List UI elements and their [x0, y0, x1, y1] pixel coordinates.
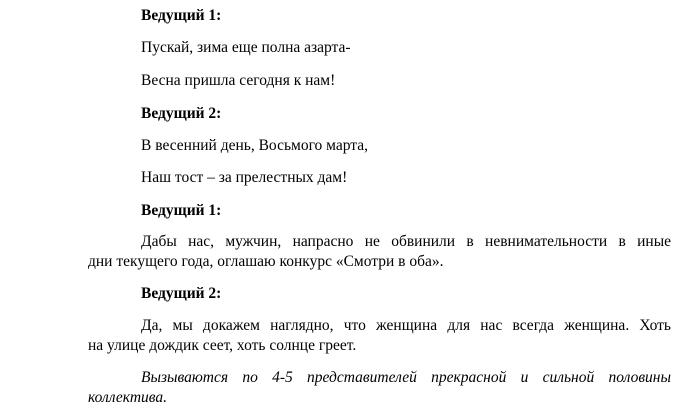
paragraph-line: дни текущего года, оглашаю конкурс «Смотри в оба».	[88, 253, 444, 270]
verse-line: Наш тост – за прелестных дам!	[141, 169, 348, 186]
speaker-label: Ведущий 1:	[141, 202, 222, 219]
speaker-label: Ведущий 2:	[141, 285, 222, 302]
paragraph-line: на улице дождик сеет, хоть солнце греет.	[88, 337, 357, 354]
verse-line: Пускай, зима еще полна азарта-	[141, 39, 351, 56]
stage-direction-line: коллектива.	[88, 389, 168, 406]
paragraph-line: Да, мы докажем наглядно, что женщина для нас всегда женщина. Хоть	[141, 317, 671, 334]
verse-line: Весна пришла сегодня к нам!	[141, 72, 336, 89]
paragraph-line: Дабы нас, мужчин, напрасно не обвинили в невнимательности в иные	[141, 233, 671, 250]
verse-line: В весенний день, Восьмого марта,	[141, 137, 369, 154]
speaker-label: Ведущий 2:	[141, 105, 222, 122]
stage-direction-line: Вызываются по 4-5 представителей прекрасной и сильной половины	[141, 369, 671, 386]
speaker-label: Ведущий 1:	[141, 7, 222, 24]
